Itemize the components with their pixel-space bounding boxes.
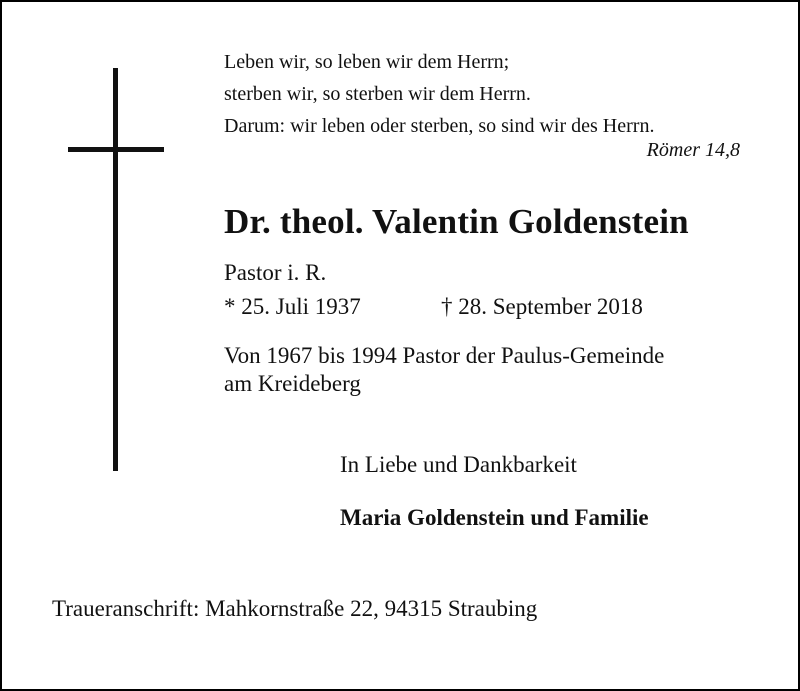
tenure-line: am Kreideberg [224, 371, 361, 396]
cross-vertical-bar [113, 68, 118, 471]
closing-phrase: In Liebe und Dankbarkeit [340, 452, 577, 477]
birth-date: * 25. Juli 1937 [224, 294, 361, 319]
cross-horizontal-bar [68, 147, 164, 152]
verse-line: Darum: wir leben oder sterben, so sind wir des Herrn. [224, 115, 655, 137]
tenure-line: Von 1967 bis 1994 Pastor der Paulus-Gemeinde [224, 343, 665, 368]
verse-line: sterben wir, so sterben wir dem Herrn. [224, 83, 531, 105]
death-date: † 28. September 2018 [441, 294, 643, 319]
verse-reference: Römer 14,8 [646, 139, 740, 161]
deceased-name: Dr. theol. Valentin Goldenstein [224, 202, 689, 241]
mourning-address: Traueranschrift: Mahkornstraße 22, 94315 Straubing [52, 596, 538, 621]
tenure-description [224, 342, 664, 398]
family-signature: Maria Goldenstein und Familie [340, 505, 649, 530]
deceased-title: Pastor i. R. [224, 260, 327, 285]
verse-line: Leben wir, so leben wir dem Herrn; [224, 51, 510, 73]
bible-verse [224, 46, 654, 142]
